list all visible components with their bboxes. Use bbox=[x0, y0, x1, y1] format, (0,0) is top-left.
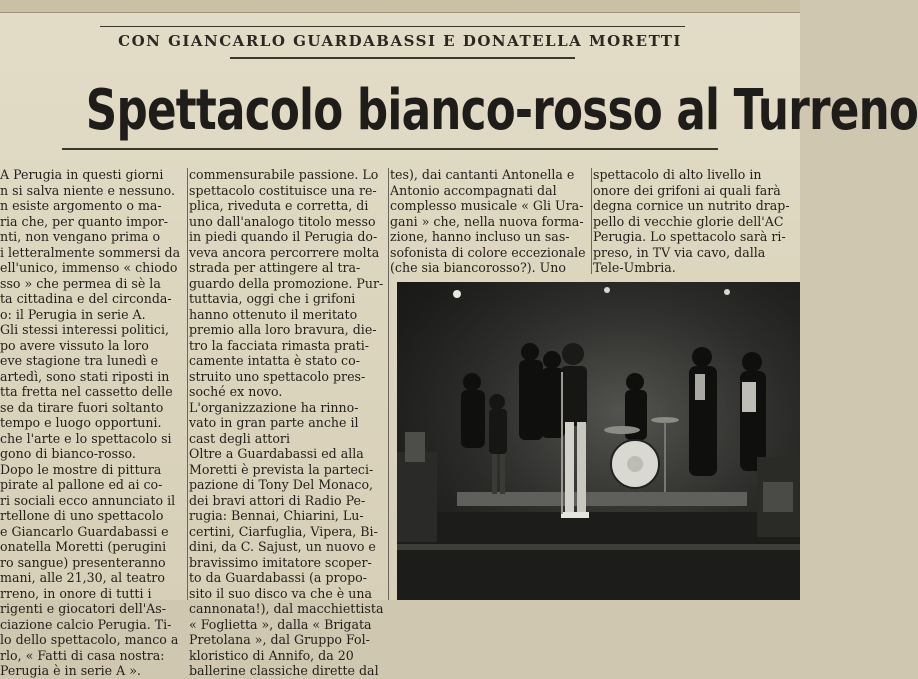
article-text-line: premio alla loro bravura, die- bbox=[189, 322, 377, 337]
article-text-line: sofonista di colore eccezionale bbox=[390, 244, 586, 260]
article-text-line: nti, non vengano prima o bbox=[0, 229, 161, 244]
article-text-line: mani, alle 21,30, al teatro bbox=[0, 570, 165, 585]
article-text-line: degna cornice un nutrito drap- bbox=[593, 198, 790, 213]
article-text-line: spettacolo di alto livello in bbox=[593, 167, 762, 182]
article-column-3 bbox=[390, 167, 588, 276]
article-text-line: ria che, per quanto impor- bbox=[0, 213, 169, 229]
article-text-line: pirate al pallone ed ai co- bbox=[0, 477, 163, 492]
article-text-line: guardo della promozione. Pur- bbox=[189, 275, 384, 291]
article-text-line: lo dello spettacolo, manco a bbox=[0, 632, 179, 647]
article-text-line: onore dei grifoni ai quali farà bbox=[593, 182, 781, 198]
article-text-line: o: il Perugia in serie A. bbox=[0, 306, 146, 322]
article-text-line: ri sociali ecco annunciato il bbox=[0, 492, 176, 508]
article-text-line: e Giancarlo Guardabassi e bbox=[0, 523, 169, 539]
article-text-line: preso, in TV via cavo, dalla bbox=[593, 244, 766, 260]
column-separator bbox=[187, 168, 188, 600]
article-text-line: cannonata!), dal macchiettista bbox=[189, 601, 384, 616]
article-text-line: spettacolo costituisce una re- bbox=[189, 182, 377, 198]
article-text-line: complesso musicale « Gli Ura- bbox=[390, 198, 584, 213]
article-column-2 bbox=[189, 167, 385, 679]
article-text-line: « Foglietta », dalla « Brigata bbox=[189, 616, 372, 632]
article-text-line: gani » che, nella nuova forma- bbox=[390, 213, 584, 229]
article-text-line: ta cittadina e del circonda- bbox=[0, 291, 172, 306]
article-text-line: n esiste argomento o ma- bbox=[0, 198, 162, 213]
article-text-line: Pretolana », dal Gruppo Fol- bbox=[189, 632, 370, 647]
article-text-line: i letteralmente sommersi da bbox=[0, 244, 181, 260]
article-text-line: vato in gran parte anche il bbox=[189, 415, 359, 430]
article-text-line: sito il suo disco va che è una bbox=[189, 585, 372, 601]
article-text-line: artedì, sono stati riposti in bbox=[0, 368, 170, 384]
article-text-line: in piedi quando il Perugia do- bbox=[189, 229, 378, 244]
article-kicker: CON GIANCARLO GUARDABASSI E DONATELLA MORETTI bbox=[118, 32, 682, 50]
article-text-line: tta fretta nel cassetto delle bbox=[0, 384, 173, 399]
article-text-line: tes), dai cantanti Antonella e bbox=[390, 167, 575, 182]
photo-scene bbox=[397, 282, 800, 600]
kicker-bottom-rule bbox=[230, 57, 575, 59]
article-text-line: commensurabile passione. Lo bbox=[189, 167, 379, 182]
article-text-line: Antonio accompagnati dal bbox=[390, 182, 557, 198]
stage-performance-photo bbox=[397, 282, 800, 600]
article-text-line: soché ex novo. bbox=[189, 384, 283, 399]
article-text-line: Moretti è prevista la parteci- bbox=[189, 461, 374, 477]
article-text-line: tuttavia, oggi che i grifoni bbox=[189, 291, 356, 306]
article-text-line: A Perugia in questi giorni bbox=[0, 167, 164, 182]
article-text-line: sso » che permea di sè la bbox=[0, 275, 161, 291]
article-text-line: L'organizzazione ha rinno- bbox=[189, 399, 359, 415]
article-text-line: n si salva niente e nessuno. bbox=[0, 182, 175, 198]
article-text-line: che l'arte e lo spettacolo si bbox=[0, 430, 172, 446]
article-text-line: ciazione calcio Perugia. Ti- bbox=[0, 616, 172, 632]
article-text-line: pazione di Tony Del Monaco, bbox=[189, 477, 374, 492]
kicker-top-rule bbox=[100, 26, 685, 27]
article-text-line: po avere vissuto la loro bbox=[0, 337, 149, 353]
headline-rule bbox=[62, 148, 718, 150]
column-separator bbox=[388, 168, 389, 600]
article-text-line: uno dall'analogo titolo messo bbox=[189, 213, 376, 229]
article-text-line: ro sangue) presenteranno bbox=[0, 554, 166, 570]
article-text-line: Dopo le mostre di pittura bbox=[0, 461, 162, 477]
article-text-line: rlo, « Fatti di casa nostra: bbox=[0, 647, 165, 663]
article-text-line: camente intatta è stato co- bbox=[189, 353, 360, 368]
article-text-line: struito uno spettacolo pres- bbox=[189, 368, 366, 384]
article-text-line: rugia: Bennai, Chiarini, Lu- bbox=[189, 508, 364, 523]
article-text-line: Gli stessi interessi politici, bbox=[0, 322, 170, 337]
article-text-line: strada per attingere al tra- bbox=[189, 260, 361, 275]
article-text-line: gono di bianco-rosso. bbox=[0, 446, 136, 461]
article-headline: Spettacolo bianco-rosso al Turreno bbox=[85, 78, 918, 143]
article-text-line: tro la facciata rimasta prati- bbox=[189, 337, 370, 353]
article-text-line: to da Guardabassi (a propo- bbox=[189, 570, 368, 585]
article-text-line: onatella Moretti (perugini bbox=[0, 539, 167, 554]
article-text-line: pello di vecchie glorie dell'AC bbox=[593, 213, 784, 229]
article-text-line: Tele-Umbria. bbox=[593, 260, 676, 275]
article-text-line: rtellone di uno spettacolo bbox=[0, 508, 164, 523]
article-text-line: se da tirare fuori soltanto bbox=[0, 399, 164, 415]
article-text-line: dini, da C. Sajust, un nuovo e bbox=[189, 539, 376, 554]
article-column-4 bbox=[593, 167, 800, 276]
article-text-line: Oltre a Guardabassi ed alla bbox=[189, 446, 364, 461]
article-text-line: Perugia è in serie A ». bbox=[0, 663, 141, 678]
article-text-line: dei bravi attori di Radio Pe- bbox=[189, 492, 366, 508]
article-text-line: cast degli attori bbox=[189, 430, 290, 446]
article-text-line: tempo e luogo opportuni. bbox=[0, 415, 162, 430]
column-separator bbox=[591, 168, 592, 274]
article-text-line: certini, Ciarfuglia, Vipera, Bi- bbox=[189, 523, 378, 539]
article-column-1 bbox=[0, 167, 186, 679]
article-text-line: kloristico di Annifo, da 20 bbox=[189, 647, 354, 663]
article-text-line: zione, hanno incluso un sas- bbox=[390, 229, 570, 244]
article-text-line: eve stagione tra lunedì e bbox=[0, 353, 159, 368]
article-text-line: hanno ottenuto il meritato bbox=[189, 306, 358, 322]
clipping-top-edge bbox=[0, 0, 800, 13]
article-text-line: veva ancora percorrere molta bbox=[189, 244, 380, 260]
article-text-line: Perugia. Lo spettacolo sarà ri- bbox=[593, 229, 786, 244]
article-text-line: plica, riveduta e corretta, di bbox=[189, 198, 369, 213]
article-text-line: rreno, in onore di tutti i bbox=[0, 585, 152, 601]
article-text-line: (che sia biancorosso?). Uno bbox=[390, 260, 566, 275]
article-text-line: bravissimo imitatore scoper- bbox=[189, 554, 372, 570]
article-text-line: ell'unico, immenso « chiodo bbox=[0, 260, 178, 275]
article-text-line: ballerine classiche dirette dal bbox=[189, 663, 379, 678]
article-text-line: rigenti e giocatori dell'As- bbox=[0, 601, 166, 616]
